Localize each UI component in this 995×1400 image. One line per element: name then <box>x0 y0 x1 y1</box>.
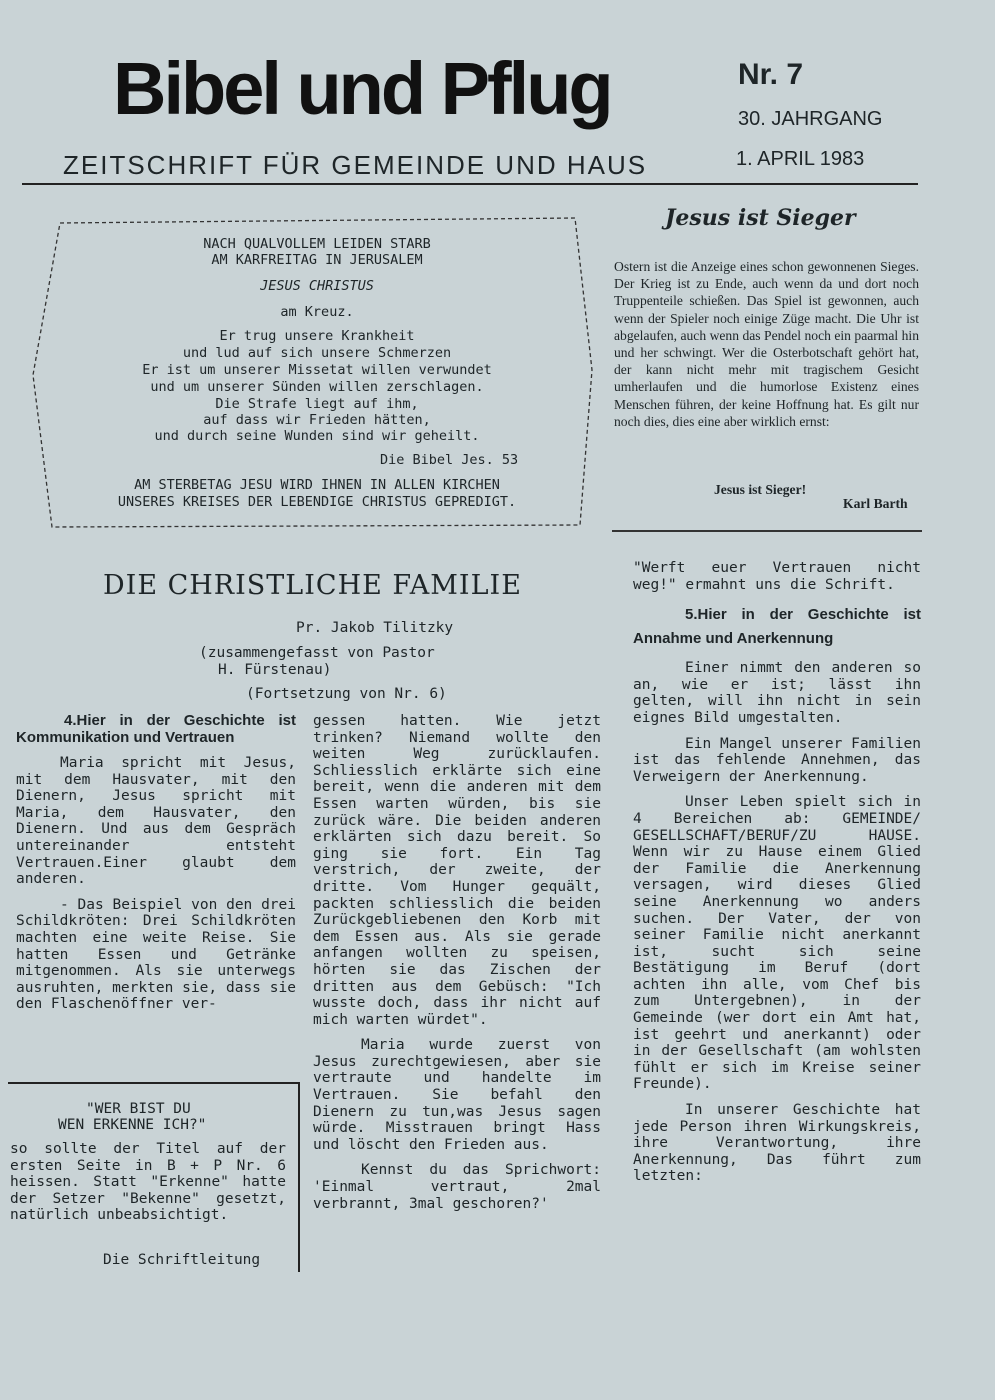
masthead-title: Bibel und Pflug <box>113 47 611 130</box>
article-title: DIE CHRISTLICHE FAMILIE <box>103 570 522 601</box>
paragraph: Kennst du das Sprichwort: 'Einmal vertraut, 2mal verbrannt, 3mal geschoren?' <box>313 1162 601 1212</box>
article-column-1 <box>16 712 296 1013</box>
easter-box-line2: AM KARFREITAG IN JERUSALEM <box>211 252 423 268</box>
article-continuation: (Fortsetzung von Nr. 6) <box>246 686 447 702</box>
section-5-heading: 5.Hier in der Geschichte ist Annahme und Anerkennung <box>633 606 921 648</box>
right-column-divider <box>612 530 922 532</box>
paragraph: In unserer Geschichte hat jede Person ihren Wirkungskreis, ihre Verantwortung, ihre Anerkennung, Das führt zum letzten: <box>633 1102 921 1185</box>
correction-notice-title: WEN ERKENNE ICH?" <box>58 1117 207 1133</box>
easter-box-source: Die Bibel Jes. 53 <box>380 452 519 468</box>
jesus-ist-sieger-author: Karl Barth <box>843 496 908 511</box>
article-author: Pr. Jakob Tilitzky <box>296 620 454 636</box>
easter-box-verse: Er ist um unserer Missetat willen verwundet <box>142 362 492 378</box>
easter-box-verse: Er trug unsere Krankheit <box>219 328 415 344</box>
easter-box-cross: am Kreuz. <box>280 304 354 320</box>
easter-box-line1: NACH QUALVOLLEM LEIDEN STARB <box>203 236 431 252</box>
masthead-divider <box>22 183 918 185</box>
easter-box-footer: UNSERES KREISES DER LEBENDIGE CHRISTUS GEPREDIGT. <box>117 494 517 510</box>
paragraph: "Werft euer Vertrauen nicht weg!" ermahnt uns die Schrift. <box>633 560 921 593</box>
jesus-ist-sieger-body: Ostern ist die Anzeige eines schon gewonnenen Sieges. Der Krieg ist zu Ende, auch wenn da und dort noch Truppenteile schießen. Das Spiel ist gewonnen, auch wenn der Spieler noch einige Züge macht. Die Uhr ist abgelaufen, auch wenn das Pendel noch ein paarmal hin und her schwingt. Wer die Osterbotschaft gehört hat, der kann nicht mehr mit tragischem Gesicht umherlaufen und die humorlose Existenz eines Menschen führen, der keine Hoffnung hat. Es gilt nur noch dies, dies eine aber wirklich ernst: <box>614 259 919 429</box>
masthead-subtitle: ZEITSCHRIFT FÜR GEMEINDE UND HAUS <box>63 150 648 180</box>
article-summary-credit: (zusammengefasst von Pastor <box>199 645 435 661</box>
easter-box-verse: Die Strafe liegt auf ihm, <box>215 396 419 412</box>
jesus-ist-sieger-closing: Jesus ist Sieger! <box>714 482 807 497</box>
easter-box-name: JESUS CHRISTUS <box>260 278 374 294</box>
paragraph: Maria spricht mit Jesus, mit dem Hausvater, mit den Dienern, Jesus spricht mit Maria, dem Hausvater, den Dienern. Und aus dem Gespräch untereinander entsteht Vertrauen.Einer glaubt dem anderen. <box>16 755 296 888</box>
paragraph: gessen hatten. Wie jetzt trinken? Niemand wollte den weiten Weg zurücklaufen. Schliesslich erklärte sich eine bereit, wenn die anderen mit dem Essen warten würden, bis sie zurück wäre. Die beiden anderen erklärten sich dazu bereit. So ging sie fort. Ein Tag verstrich, der zweite, der dritte. Vom Hunger gequält, packten schliesslich die beiden Zurückgebliebenen den Korb mit dem Essen aus. Als sie gerade anfangen wollten zu speisen, hörten sie das Zischen der dritten aus dem Gebüsch: "Ich wusste doch, dass ihr nicht auf mich warten würdet". <box>313 713 601 1028</box>
easter-box-verse: auf dass wir Frieden hätten, <box>203 412 431 428</box>
volume-label: 30. JAHRGANG <box>738 108 883 130</box>
correction-notice-title: "WER BIST DU <box>86 1101 191 1117</box>
paragraph: Ein Mangel unserer Familien ist das fehlende Annehmen, das Verweigern der Anerkennung. <box>633 735 921 785</box>
section-4-heading: 4.Hier in der Geschichte ist Kommunikation und Vertrauen <box>16 712 296 746</box>
article-column-3 <box>633 560 921 1185</box>
correction-notice-signature: Die Schriftleitung <box>103 1252 261 1268</box>
paragraph: Unser Leben spielt sich in 4 Bereichen ab: GEMEINDE/ GESELLSCHAFT/BERUF/ZU HAUSE. Wenn wir zu Hause einem Glied der Familie die Anerkennung versagen, wird dieses Glied seine Anerkennung wo anders suchen. Der Vater, der von seiner Familie nicht anerkannt ist, sucht sich seine Bestätigung im Beruf (dort achten ihn alle, vom Chef bis zum Untergebnen), in der Gemeinde (wer dort ein Amt hat, ist geehrt und anerkannt) oder in der Gesellschaft (am wohlsten fühlt er sich im Kreise seiner Freunde). <box>633 794 921 1093</box>
paragraph: Maria wurde zuerst von Jesus zurechtgewiesen, aber sie vertraute und handelte im Vertrauen. Sie befahl den Dienern zu tun,was Jesus sagen würde. Misstrauen bringt Hass und löscht den Frieden aus. <box>313 1037 601 1153</box>
easter-box-footer: AM STERBETAG JESU WIRD IHNEN IN ALLEN KIRCHEN <box>134 477 500 493</box>
easter-box-verse: und durch seine Wunden sind wir geheilt. <box>154 428 480 444</box>
easter-box-verse: und um unserer Sünden willen zerschlagen. <box>150 379 484 395</box>
easter-box-verse: und lud auf sich unsere Schmerzen <box>182 345 452 361</box>
article-summary-credit: H. Fürstenau) <box>218 662 332 678</box>
paragraph: - Das Beispiel von den drei Schildkröten: Drei Schildkröten machten eine weite Reise. Sie hatten Essen und Getränke mitgenommen. Als sie unterwegs ausruhten, merkten sie, dass sie den Flaschenöffner ver- <box>16 896 296 1013</box>
article-column-2 <box>313 713 601 1212</box>
issue-date: 1. APRIL 1983 <box>736 148 865 170</box>
issue-number: Nr. 7 <box>738 58 804 91</box>
jesus-ist-sieger-heading: Jesus ist Sieger <box>665 205 856 231</box>
paragraph: Einer nimmt den anderen so an, wie er ist; lässt ihn gelten, will ihn nicht in sein eignes Bild umgestalten. <box>633 660 921 726</box>
correction-notice-body: so sollte der Titel auf der ersten Seite in B + P Nr. 6 heissen. Statt "Erkenne" hatte der Setzer "Bekenne" gesetzt, natürlich unbeabsichtigt. <box>10 1141 286 1224</box>
